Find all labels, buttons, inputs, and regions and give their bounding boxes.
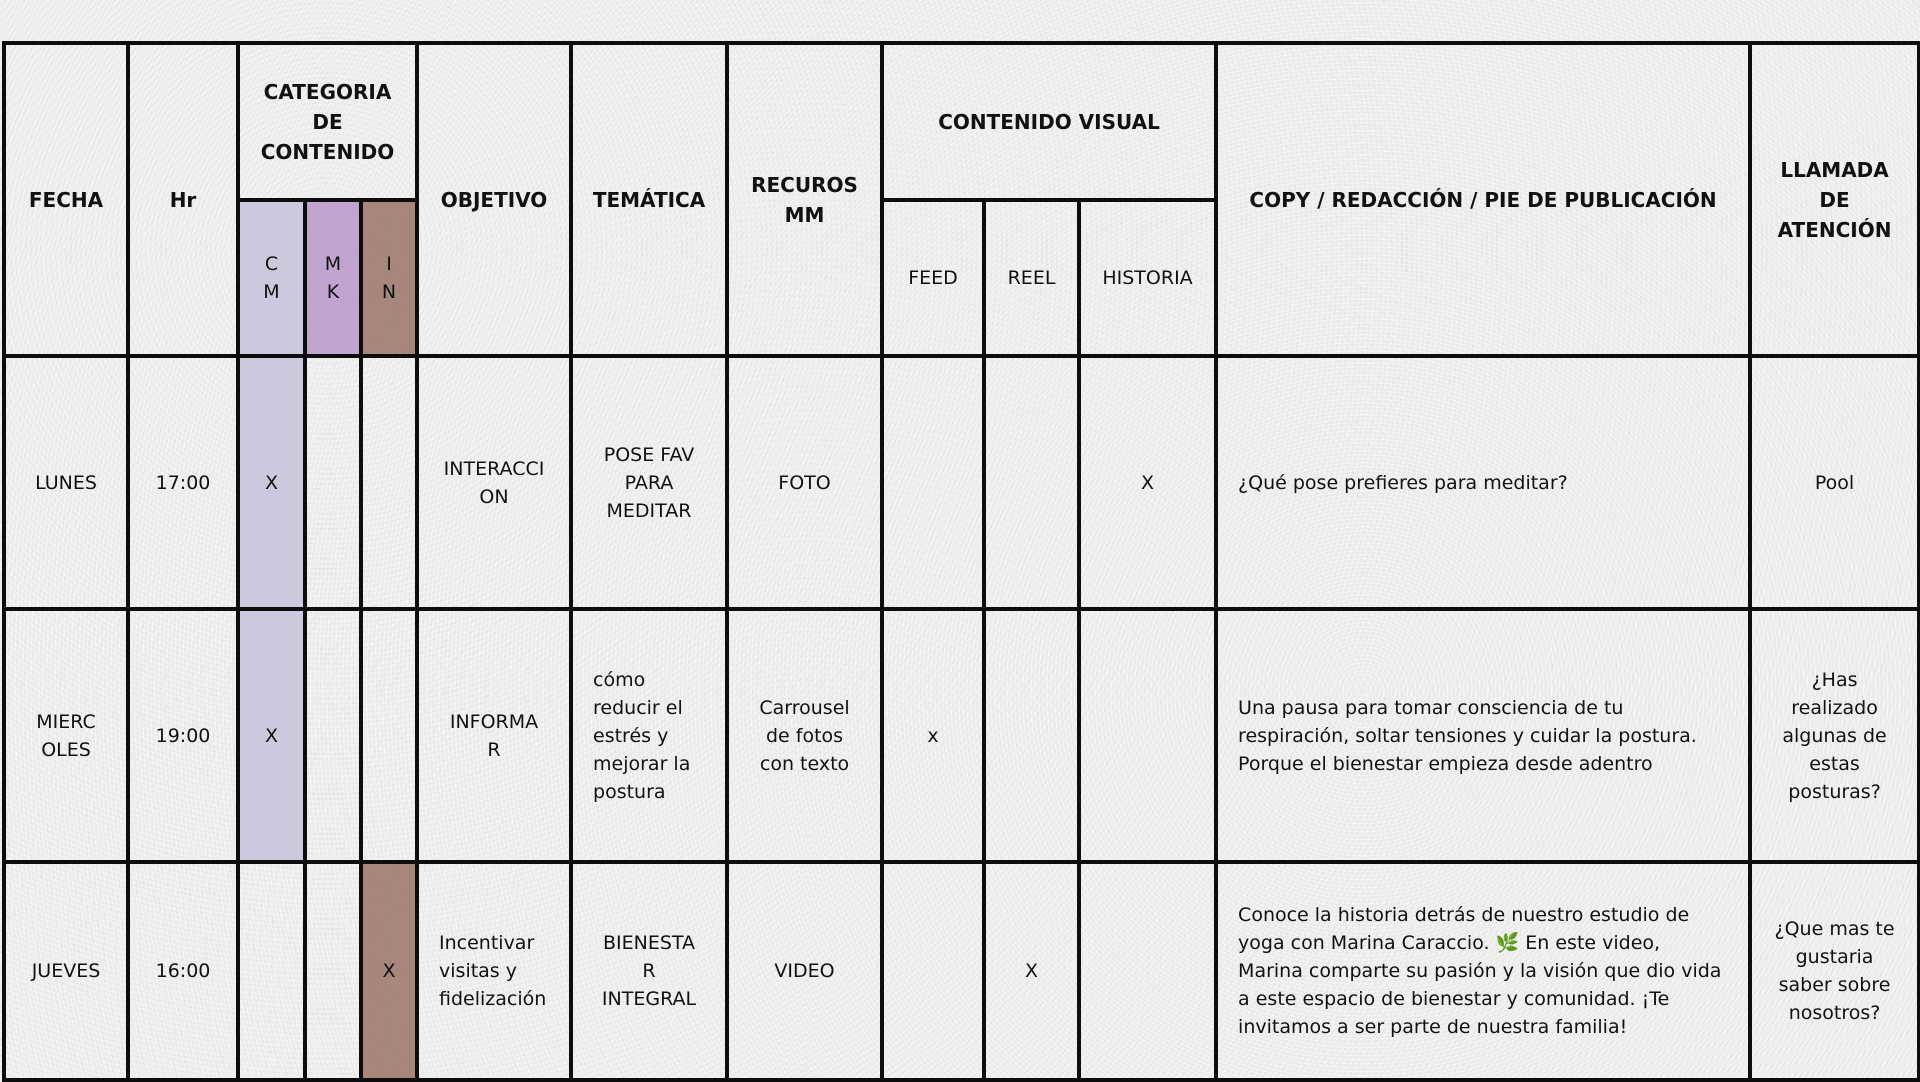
subheader-mk-line1: M xyxy=(324,253,342,275)
header-objetivo: OBJETIVO xyxy=(417,43,571,356)
cell-llamada: ¿Que mas te gustaria saber sobre nosotros? xyxy=(1750,862,1919,1080)
cell-historia xyxy=(1079,609,1216,862)
cell-llamada: ¿Has realizado algunas de estas posturas? xyxy=(1750,609,1919,862)
cell-tematica: POSE FAV PARA MEDITAR xyxy=(571,356,727,609)
cell-objetivo: INFORMA R xyxy=(417,609,571,862)
subheader-reel: REEL xyxy=(984,200,1079,356)
cell-reel: X xyxy=(984,862,1079,1080)
subheader-cm-line1: C xyxy=(264,253,279,275)
cell-tematica: BIENESTA R INTEGRAL xyxy=(571,862,727,1080)
header-row xyxy=(4,43,1919,200)
cell-recursos: Carrousel de fotos con texto xyxy=(727,609,882,862)
table-row-miercoles xyxy=(4,609,1919,862)
subheader-cm-line2: M xyxy=(263,281,280,303)
cell-cm xyxy=(238,862,305,1080)
subheader-mk xyxy=(305,200,361,356)
cell-fecha: LUNES xyxy=(4,356,128,609)
cell-feed xyxy=(882,862,984,1080)
cell-reel xyxy=(984,356,1079,609)
cell-mk xyxy=(305,609,361,862)
cell-hr: 16:00 xyxy=(128,862,238,1080)
cell-in xyxy=(361,356,417,609)
subheader-cm xyxy=(238,200,305,356)
cell-objetivo: Incentivar visitas y fidelización xyxy=(417,862,571,1080)
header-hr: Hr xyxy=(128,43,238,356)
cell-fecha: MIERC OLES xyxy=(4,609,128,862)
cell-copy: Una pausa para tomar consciencia de tu respiración, soltar tensiones y cuidar la postura. Porque el bienestar empieza desde adentro xyxy=(1216,609,1750,862)
cell-historia xyxy=(1079,862,1216,1080)
cell-fecha: JUEVES xyxy=(4,862,128,1080)
cell-copy: Conoce la historia detrás de nuestro estudio de yoga con Marina Caraccio. 🌿 En este video, Marina comparte su pasión y la visión que dio vida a este espacio de bienestar y comunidad. ¡Te invitamos a ser parte de nuestra familia! xyxy=(1216,862,1750,1080)
header-tematica: TEMÁTICA xyxy=(571,43,727,356)
table-row-lunes xyxy=(4,356,1919,609)
header-categoria: CATEGORIA DE CONTENIDO xyxy=(238,43,417,200)
cell-in xyxy=(361,609,417,862)
cell-mk xyxy=(305,356,361,609)
subheader-in xyxy=(361,200,417,356)
cell-cm: X xyxy=(238,356,305,609)
cell-copy: ¿Qué pose prefieres para meditar? xyxy=(1216,356,1750,609)
cell-historia: X xyxy=(1079,356,1216,609)
subheader-in-line2: N xyxy=(381,281,397,303)
cell-feed xyxy=(882,356,984,609)
cell-llamada: Pool xyxy=(1750,356,1919,609)
table-row-jueves xyxy=(4,862,1919,1080)
cell-recursos: VIDEO xyxy=(727,862,882,1080)
header-copy: COPY / REDACCIÓN / PIE DE PUBLICACIÓN xyxy=(1216,43,1750,356)
subheader-in-line1: I xyxy=(386,253,392,275)
cell-hr: 19:00 xyxy=(128,609,238,862)
subheader-feed: FEED xyxy=(882,200,984,356)
cell-in: X xyxy=(361,862,417,1080)
cell-tematica: cómo reducir el estrés y mejorar la postura xyxy=(571,609,727,862)
cell-reel xyxy=(984,609,1079,862)
cell-objetivo: INTERACCI ON xyxy=(417,356,571,609)
cell-feed: x xyxy=(882,609,984,862)
cell-cm: X xyxy=(238,609,305,862)
cell-mk xyxy=(305,862,361,1080)
cell-recursos: FOTO xyxy=(727,356,882,609)
header-contenido-visual: CONTENIDO VISUAL xyxy=(882,43,1216,200)
cell-hr: 17:00 xyxy=(128,356,238,609)
subheader-mk-line2: K xyxy=(326,281,340,303)
header-recursos: RECUROS MM xyxy=(727,43,882,356)
content-calendar-table xyxy=(2,41,1920,1082)
subheader-historia: HISTORIA xyxy=(1079,200,1216,356)
header-llamada: LLAMADA DE ATENCIÓN xyxy=(1750,43,1919,356)
header-fecha: FECHA xyxy=(4,43,128,356)
